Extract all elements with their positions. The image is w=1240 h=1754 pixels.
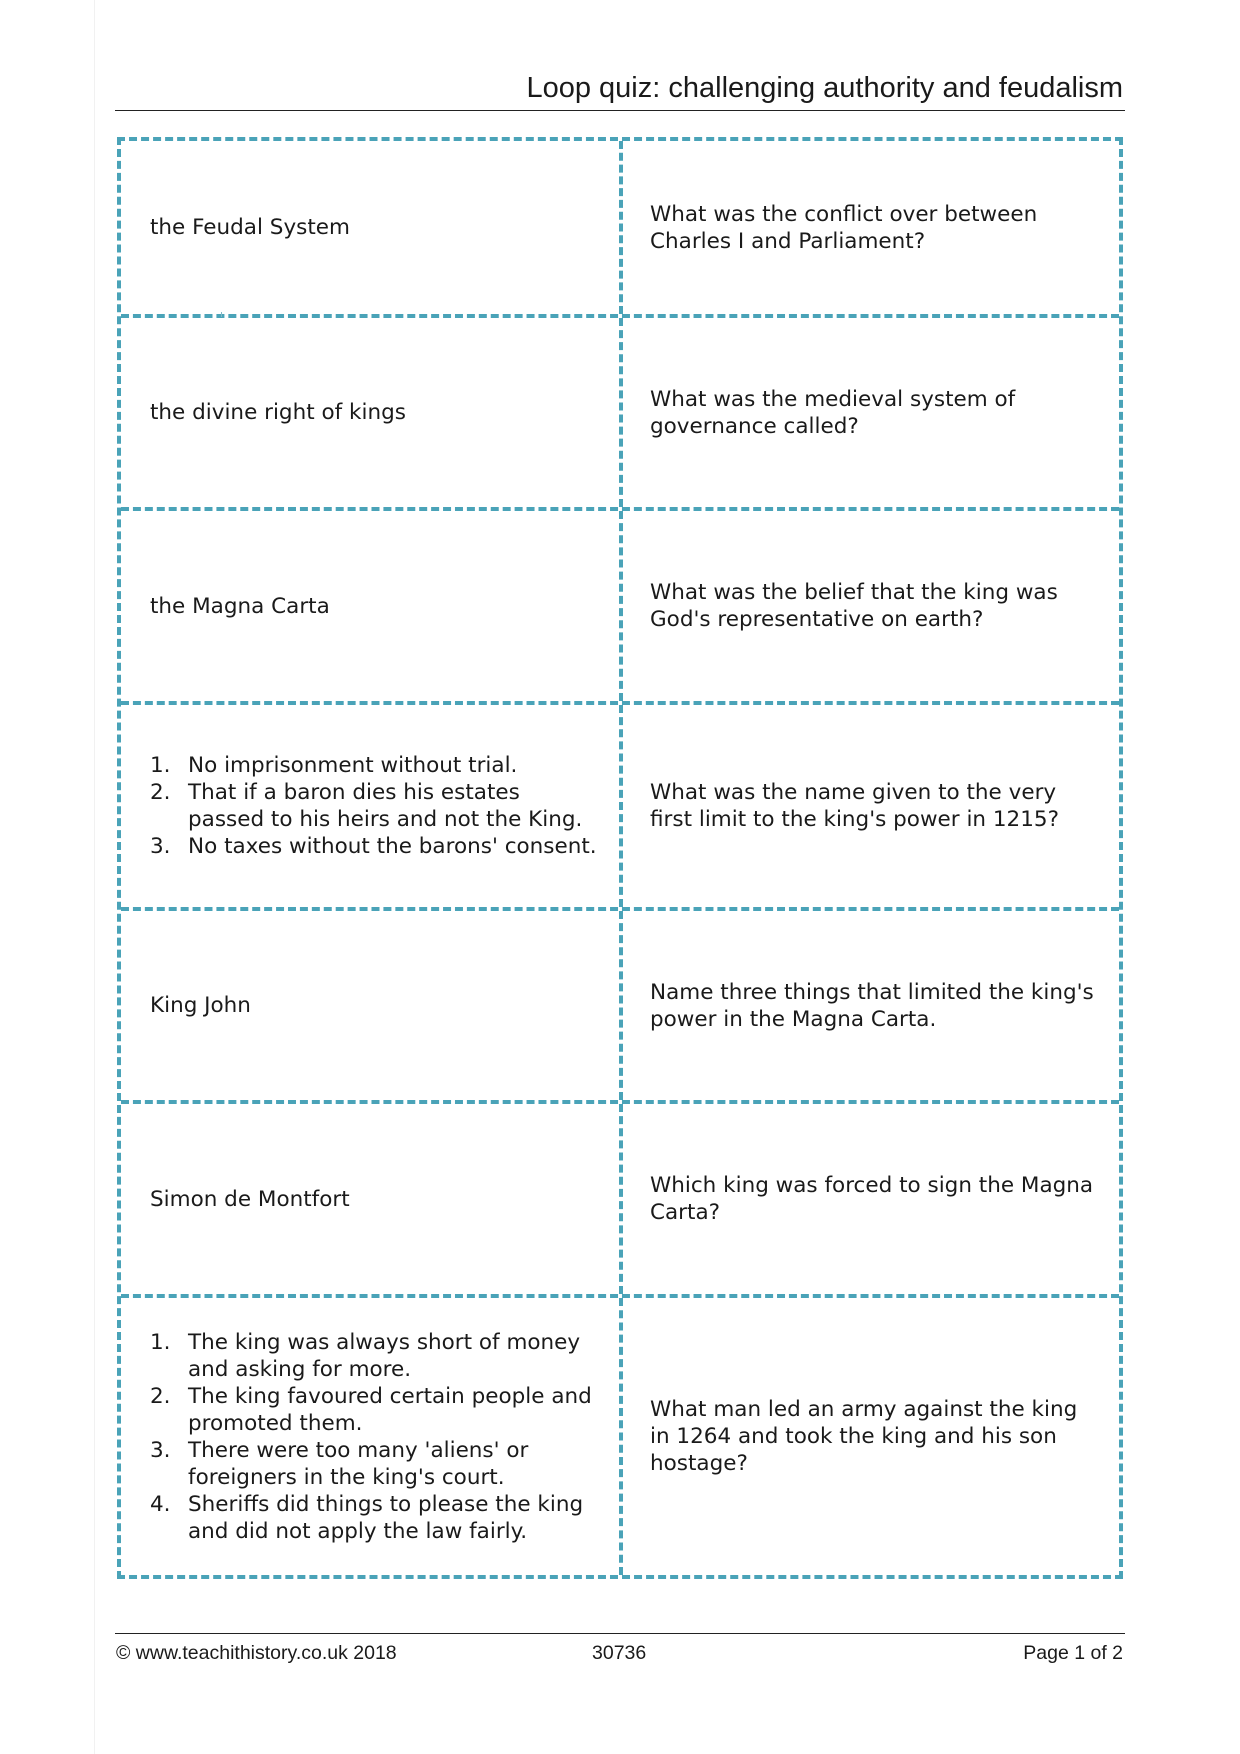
answer-text: Simon de Montfort	[150, 1186, 350, 1212]
list-item: 1. The king was always short of money and asking for more.	[150, 1329, 581, 1382]
answer-text: the divine right of kings	[150, 400, 406, 425]
answer-text: the Magna Carta	[150, 593, 330, 619]
answer-card	[121, 141, 623, 314]
list-item: 3. No taxes without the barons' consent.	[150, 834, 597, 859]
page-title: Loop quiz: challenging authority and feudalism	[526, 72, 1123, 104]
answer-list	[150, 752, 599, 860]
question-text: What was the medieval system of governance called?	[650, 386, 1016, 439]
question-card	[623, 1104, 1119, 1294]
answer-card	[121, 318, 623, 507]
page-number: Page 1 of 2	[1023, 1642, 1123, 1664]
question-card	[623, 318, 1119, 507]
quiz-row	[121, 141, 1119, 314]
answer-card	[121, 511, 623, 701]
question-card	[623, 1298, 1119, 1575]
page-edge	[94, 0, 95, 1754]
answer-card	[121, 911, 623, 1100]
quiz-row	[121, 701, 1119, 907]
quiz-row	[121, 1294, 1119, 1575]
answer-text: the Feudal System	[150, 215, 350, 240]
loop-quiz-grid	[117, 137, 1123, 1579]
list-item: 1. No imprisonment without trial.	[150, 753, 518, 778]
question-card	[623, 141, 1119, 314]
scan-speck	[221, 312, 222, 317]
page-footer	[115, 1633, 1125, 1666]
quiz-row	[121, 907, 1119, 1100]
list-item: 2. That if a baron dies his estates passed to his heirs and not the King.	[150, 780, 583, 832]
question-text: What was the conflict over between Charles I and Parliament?	[650, 201, 1038, 254]
answer-list	[150, 1329, 599, 1545]
question-card	[623, 705, 1119, 907]
question-text: What man led an army against the king in 1264 and took the king and his son hostage?	[650, 1397, 1078, 1476]
quiz-row	[121, 507, 1119, 701]
quiz-row	[121, 314, 1119, 507]
question-text: What was the belief that the king was God's representative on earth?	[650, 580, 1058, 632]
quiz-row	[121, 1100, 1119, 1294]
question-text: Name three things that limited the king's power in the Magna Carta.	[650, 979, 1094, 1032]
page-header	[115, 68, 1125, 111]
answer-card	[121, 705, 623, 907]
copyright-text: © www.teachithistory.co.uk 2018	[116, 1642, 397, 1664]
resource-code: 30736	[592, 1642, 647, 1664]
answer-card	[121, 1104, 623, 1294]
answer-text: King John	[150, 993, 251, 1018]
list-item: 2. The king favoured certain people and promoted them.	[150, 1383, 592, 1436]
question-text: What was the name given to the very first limit to the king's power in 1215?	[650, 780, 1060, 832]
question-text: Which king was forced to sign the Magna Carta?	[650, 1173, 1094, 1225]
answer-card	[121, 1298, 623, 1575]
question-card	[623, 911, 1119, 1100]
list-item: 3. There were too many 'aliens' or foreigners in the king's court.	[150, 1437, 529, 1490]
question-card	[623, 511, 1119, 701]
list-item: 4. Sheriffs did things to please the king and did not apply the law fairly.	[150, 1491, 584, 1544]
